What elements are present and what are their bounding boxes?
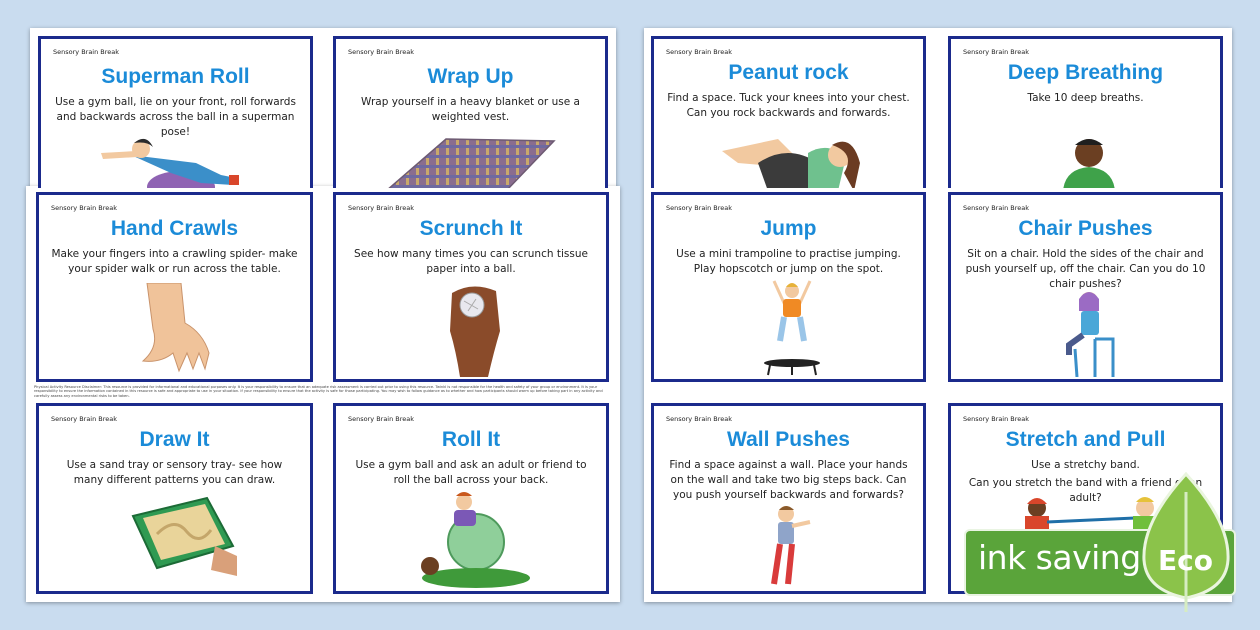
- deep-breathing-illustration: [1055, 135, 1123, 188]
- card-text: Use a gym ball and ask an adult or friend to roll the ball across your back.: [355, 459, 587, 486]
- eco-leaf-icon: [1138, 472, 1234, 612]
- card-text: Sit on a chair. Hold the sides of the chair and push yourself up, off the chair. Can you do 10 chair pushes?: [965, 248, 1206, 290]
- card-text: Use a sand tray or sensory tray- see how many different patterns you can draw.: [66, 459, 283, 486]
- card-text-secondary: Can you stretch the band with a friend or an adult?: [968, 477, 1203, 504]
- card-superman-roll: [38, 36, 313, 188]
- sand-tray-illustration: [127, 496, 237, 576]
- card-title: Wall Pushes: [727, 428, 850, 451]
- card-tag: Sensory Brain Break: [53, 48, 120, 56]
- card-wrap-up: [333, 36, 608, 188]
- card-tag: Sensory Brain Break: [666, 48, 733, 56]
- card-text: Make your fingers into a crawling spider- make your spider walk or run across the table.: [51, 248, 298, 275]
- card-wall-pushes: [651, 403, 926, 594]
- wall-pushes-illustration: [764, 504, 816, 590]
- card-text: Wrap yourself in a heavy blanket or use a weighted vest.: [361, 96, 580, 123]
- card-title: Scrunch It: [419, 217, 523, 240]
- card-tag: Sensory Brain Break: [963, 415, 1030, 423]
- card-title: Hand Crawls: [110, 217, 239, 240]
- card-title: Wrap Up: [427, 65, 514, 88]
- chair-pushes-illustration: [1055, 289, 1121, 377]
- peanut-rock-illustration: [718, 133, 868, 188]
- card-text: Use a gym ball, lie on your front, roll forwards and backwards across the ball in a superman pose!: [55, 96, 296, 138]
- ink-saving-label: ink saving: [978, 538, 1141, 577]
- card-tag: Sensory Brain Break: [666, 415, 733, 423]
- card-title: Deep Breathing: [1007, 61, 1164, 84]
- card-title: Draw It: [139, 428, 210, 451]
- card-title: Jump: [760, 217, 817, 240]
- card-title: Stretch and Pull: [1005, 428, 1166, 451]
- card-tag: Sensory Brain Break: [963, 204, 1030, 212]
- card-title: Chair Pushes: [1018, 217, 1153, 240]
- card-hand-crawls: [36, 192, 313, 382]
- card-peanut-rock: [651, 36, 926, 188]
- eco-label: Eco: [1158, 544, 1213, 577]
- card-tag: Sensory Brain Break: [666, 204, 733, 212]
- card-chair-pushes: [948, 192, 1223, 382]
- card-tag: Sensory Brain Break: [348, 415, 415, 423]
- blanket-illustration: [386, 135, 556, 188]
- card-title: Superman Roll: [101, 65, 250, 88]
- hand-illustration: [139, 283, 219, 375]
- card-tag: Sensory Brain Break: [51, 415, 118, 423]
- gym-ball-back-roll-illustration: [420, 486, 532, 590]
- card-tag: Sensory Brain Break: [51, 204, 118, 212]
- card-jump: [651, 192, 926, 382]
- card-text: Use a mini trampoline to practise jumping. Play hopscotch or jump on the spot.: [676, 248, 901, 275]
- superman-roll-illustration: [101, 127, 251, 188]
- card-title: Peanut rock: [728, 61, 849, 84]
- card-deep-breathing: [948, 36, 1223, 188]
- card-tag: Sensory Brain Break: [963, 48, 1030, 56]
- card-text: Use a stretchy band.: [1031, 459, 1140, 471]
- safety-disclaimer: Physical Activity Resource Disclaimer: This resource is provided for informational and educational purposes only. It is your responsibility to ensure that an adequate risk assessment is carried out prior to using this resource. Twinkl is not responsible for the health and safety of your group or environment. It is your responsibility to ensure the information contained in this resource is safe and appropriate to use in your situation. If your responsibility to ensure that the activity is safe for those participating. You may wish to follow guidance as to whether and how participants should warm up before taking part in any activity and carefully assess any environmental risks to be taken.: [34, 385, 603, 398]
- card-roll-it: [333, 403, 609, 594]
- card-scrunch-it: [333, 192, 609, 382]
- card-draw-it: [36, 403, 313, 594]
- trampoline-jump-illustration: [762, 279, 822, 377]
- card-tag: Sensory Brain Break: [348, 204, 415, 212]
- card-tag: Sensory Brain Break: [348, 48, 415, 56]
- card-text: Take 10 deep breaths.: [1027, 92, 1144, 104]
- card-title: Roll It: [441, 428, 501, 451]
- scrunched-paper-fist-illustration: [442, 281, 506, 377]
- card-text: Find a space. Tuck your knees into your chest. Can you rock backwards and forwards.: [667, 92, 910, 119]
- card-text: Find a space against a wall. Place your hands on the wall and take two big steps back. Can you push yourself backwards and forwards?: [669, 459, 908, 501]
- card-text: See how many times you can scrunch tissue paper into a ball.: [354, 248, 588, 275]
